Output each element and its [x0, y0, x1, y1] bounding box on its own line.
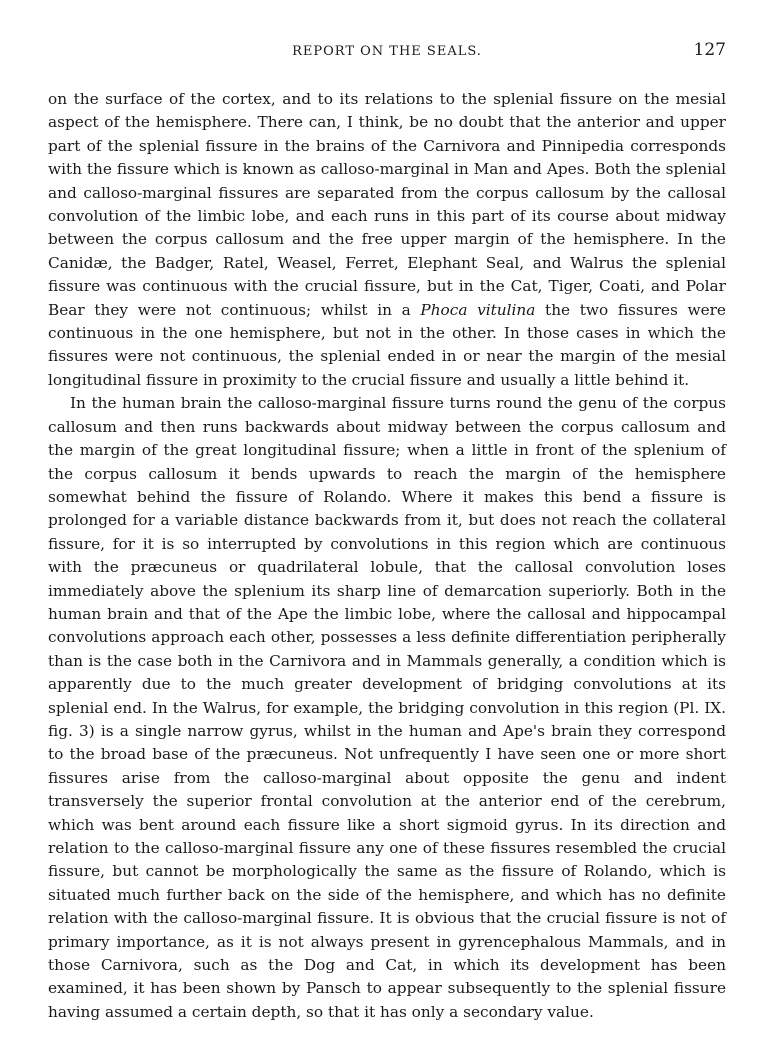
body-text: [48, 88, 726, 1024]
running-head: REPORT ON THE SEALS.: [292, 44, 482, 59]
page-number: 127: [693, 40, 726, 60]
paragraph-1-text-b: the two fissures were continuous in the one hemisphere, but not in the other. In those cases in which the fissures were not continuous, the splenial ended in or near the margin of the mesial longitudinal fissure in proximity to the crucial fissure and usually a little behind it.: [48, 300, 726, 389]
paragraph-1-text-a: on the surface of the cortex, and to its relations to the splenial fissure on the mesial aspect of the hemisphere. There can, I think, be no doubt that the anterior and upper part of the splenial fissure in the brains of the Carnivora and Pinnipedia corresponds with the fissure which is known as calloso-marginal in Man and Apes. Both the splenial and calloso-marginal fissures are separated from the corpus callosum by the callosal convolution of the limbic lobe, and each runs in this part of its course about midway between the corpus callosum and the free upper margin of the hemisphere. In the Canidæ, the Badger, Ratel, Weasel, Ferret, Elephant Seal, and Walrus the splenial fissure was continuous with the crucial fissure, but in the Cat, Tiger, Coati, and Polar Bear they were not continuous; whilst in a: [48, 90, 726, 319]
paragraph-1: [48, 88, 726, 392]
paragraph-2: In the human brain the calloso-marginal fissure turns round the genu of the corpus callosum and then runs backwards about midway between the corpus callosum and the margin of the great longitudinal fissure; when a little in front of the splenium of the corpus callosum it bends upwards to reach the margin of the hemisphere somewhat behind the fissure of Rolando. Where it makes this bend a fissure is prolonged for a variable distance backwards from it, but does not reach the collateral fissure, for it is so interrupted by convolutions in this region which are continuous with the præcuneus or quadrilateral lobule, that the callosal convolution loses immediately above the splenium its sharp line of demarcation superiorly. Both in the human brain and that of the Ape the limbic lobe, where the callosal and hippocampal convolutions approach each other, possesses a less definite differentiation peripherally than is the case both in the Carnivora and in Mammals generally, a condition which is apparently due to the much greater development of bridging convolutions at its splenial end. In the Walrus, for example, the bridging convolution in this region (Pl. IX. fig. 3) is a single narrow gyrus, whilst in the human and Ape's brain they correspond to the broad base of the præcuneus. Not unfrequently I have seen one or more short fissures arise from the calloso-marginal about opposite the genu and indent transversely the superior frontal convolution at the anterior end of the cerebrum, which was bent around each fissure like a short sigmoid gyrus. In its direction and relation to the calloso-marginal fissure any one of these fissures resembled the crucial fissure, but cannot be morphologically the same as the fissure of Rolando, which is situated much further back on the side of the hemisphere, and which has no definite relation with the calloso-marginal fissure. It is obvious that the crucial fissure is not of primary importance, as it is not always present in gyrencephalous Mammals, and in those Carnivora, such as the Dog and Cat, in which its development has been examined, it has been shown by Pansch to appear subsequently to the splenial fissure having assumed a certain depth, so that it has only a secondary value.: [48, 394, 726, 1021]
species-name-italic: Phoca vitulina: [420, 300, 536, 319]
page-header: [48, 42, 726, 62]
